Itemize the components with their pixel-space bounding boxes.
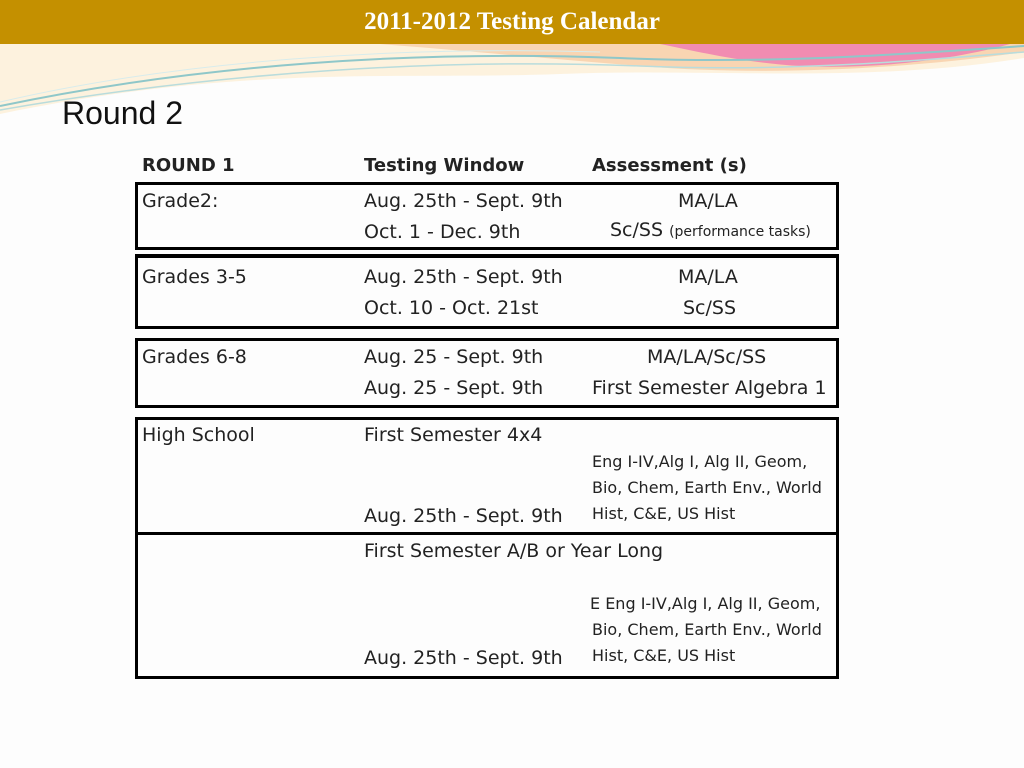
- highschool-sem1-window: Aug. 25th - Sept. 9th: [364, 505, 563, 527]
- highschool-sem1-label: First Semester 4x4: [364, 424, 543, 446]
- highschool-divider: [135, 532, 839, 535]
- grades35-label: Grades 3-5: [142, 266, 247, 288]
- grades35-window-2: Oct. 10 - Oct. 21st: [364, 297, 539, 319]
- highschool-sem2-label: First Semester A/B or Year Long: [364, 540, 664, 562]
- grade2-window-1: Aug. 25th - Sept. 9th: [364, 190, 563, 212]
- grades68-label: Grades 6-8: [142, 346, 247, 368]
- column-header-testing-window: Testing Window: [364, 155, 525, 176]
- highschool-sem2-window: Aug. 25th - Sept. 9th: [364, 647, 563, 669]
- grade2-assessment-2-note: (performance tasks): [669, 224, 811, 240]
- grades35-top-rule: [135, 254, 839, 257]
- grades68-assessment-1: MA/LA/Sc/SS: [647, 346, 767, 368]
- grade2-label: Grade2:: [142, 190, 219, 212]
- grade2-assessment-2: [610, 219, 811, 243]
- grade2-window-2: Oct. 1 - Dec. 9th: [364, 221, 521, 243]
- highschool-sem2-course-line-3: Hist, C&E, US Hist: [592, 646, 736, 665]
- highschool-sem2-course-line-2: Bio, Chem, Earth Env., World: [592, 620, 822, 639]
- highschool-sem1-course-line-2: Bio, Chem, Earth Env., World: [592, 478, 822, 497]
- grades35-window-1: Aug. 25th - Sept. 9th: [364, 266, 563, 288]
- grades68-window-2: Aug. 25 - Sept. 9th: [364, 377, 544, 399]
- grades35-assessment-1: MA/LA: [678, 266, 738, 288]
- highschool-sem2-course-line-1: E Eng I-IV,Alg I, Alg II, Geom,: [590, 594, 821, 613]
- slide-title: 2011-2012 Testing Calendar: [0, 0, 1024, 44]
- column-header-round: ROUND 1: [142, 155, 235, 176]
- grade2-assessment-2-text: Sc/SS: [610, 219, 664, 241]
- highschool-sem1-course-line-3: Hist, C&E, US Hist: [592, 504, 736, 523]
- column-header-assessment: Assessment (s): [592, 155, 747, 176]
- round-heading: Round 2: [62, 95, 183, 131]
- grade2-assessment-1: MA/LA: [678, 190, 738, 212]
- grades68-window-1: Aug. 25 - Sept. 9th: [364, 346, 544, 368]
- highschool-sem1-course-line-1: Eng I-IV,Alg I, Alg II, Geom,: [592, 452, 808, 471]
- grades35-assessment-2: Sc/SS: [683, 297, 737, 319]
- highschool-label: High School: [142, 424, 255, 446]
- grades68-assessment-2: First Semester Algebra 1: [592, 377, 827, 399]
